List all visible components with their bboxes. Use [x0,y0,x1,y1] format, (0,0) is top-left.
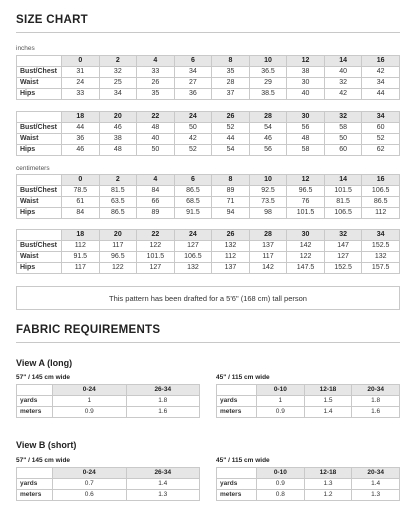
size-table [16,229,400,274]
column-header: 16 [362,56,400,67]
column-header: 0-24 [53,385,127,396]
column-header: 34 [362,230,400,241]
table-cell: 48 [137,123,175,134]
header-row [17,468,200,479]
table-row [17,78,400,89]
table-cell: 1.4 [304,407,352,418]
table-cell: 142 [287,241,325,252]
column-header: 22 [137,230,175,241]
table-cell: 68.5 [174,197,212,208]
table-cell: 127 [137,263,175,274]
column-header: 6 [174,175,212,186]
table-cell: 84 [137,186,175,197]
table-cell: 58 [324,123,362,134]
column-header: 12 [287,175,325,186]
table-cell: 86.5 [99,208,137,219]
table-cell: 112 [362,208,400,219]
table-cell: 1.8 [352,396,400,407]
table-cell: 122 [137,241,175,252]
table-row [17,396,200,407]
table-cell: 58 [287,145,325,156]
table-row [17,123,400,134]
column-header: 28 [249,230,287,241]
table-cell: 152.5 [324,263,362,274]
table-cell: 29 [249,78,287,89]
table-cell: 147.5 [287,263,325,274]
column-header: 14 [324,175,362,186]
table-cell: 62 [362,145,400,156]
column-header: 4 [137,56,175,67]
row-label: meters [17,407,53,418]
corner-cell [17,385,53,396]
table-row [217,479,400,490]
row-label: Hips [17,208,62,219]
table-cell: 117 [249,252,287,263]
table-cell: 122 [99,263,137,274]
table-cell: 54 [249,123,287,134]
table-row [17,479,200,490]
table-cell: 46 [249,134,287,145]
column-header: 20-34 [352,468,400,479]
column-header: 20-34 [352,385,400,396]
table-cell: 137 [249,241,287,252]
row-label: Waist [17,197,62,208]
fabric-width-label: 57" / 145 cm wide [16,457,71,464]
table-cell: 36.5 [249,67,287,78]
fabric-table [16,467,200,501]
table-cell: 152.5 [362,241,400,252]
fabric-width-label: 57" / 145 cm wide [16,374,71,381]
table-row [17,241,400,252]
column-header: 4 [137,175,175,186]
corner-cell [217,468,257,479]
table-cell: 106.5 [174,252,212,263]
column-header: 18 [62,112,100,123]
table-row [17,208,400,219]
table-cell: 33 [137,67,175,78]
table-cell: 106.5 [362,186,400,197]
table-cell: 78.5 [62,186,100,197]
corner-cell [17,468,53,479]
fabric-table [16,384,200,418]
header-row [17,385,200,396]
table-cell: 96.5 [287,186,325,197]
table-cell: 38.5 [249,89,287,100]
table-row [217,490,400,501]
column-header: 20 [99,230,137,241]
table-cell: 48 [99,145,137,156]
table-cell: 71 [212,197,250,208]
table-cell: 147 [324,241,362,252]
table-cell: 76 [287,197,325,208]
inches-label: inches [16,45,35,52]
table-cell: 40 [137,134,175,145]
table-cell: 1.6 [126,407,200,418]
header-row [217,385,400,396]
column-header: 0-10 [257,385,305,396]
size-chart-title: SIZE CHART [16,14,88,26]
table-cell: 127 [324,252,362,263]
header-row [17,230,400,241]
table-cell: 157.5 [362,263,400,274]
table-cell: 81.5 [324,197,362,208]
row-label: meters [17,490,53,501]
column-header: 34 [362,112,400,123]
table-cell: 0.9 [257,479,305,490]
table-cell: 52 [362,134,400,145]
table-cell: 127 [174,241,212,252]
table-row [217,396,400,407]
table-cell: 89 [212,186,250,197]
table-row [17,252,400,263]
size-table [16,55,400,100]
table-cell: 60 [324,145,362,156]
table-cell: 42 [362,67,400,78]
column-header: 6 [174,56,212,67]
view-b-title: View B (short) [16,440,77,450]
table-cell: 1.4 [126,479,200,490]
column-header: 18 [62,230,100,241]
table-cell: 25 [99,78,137,89]
table-cell: 101.5 [287,208,325,219]
table-cell: 1.2 [304,490,352,501]
table-row [17,197,400,208]
column-header: 26 [212,112,250,123]
column-header: 2 [99,56,137,67]
column-header: 28 [249,112,287,123]
table-cell: 1.8 [126,396,200,407]
column-header: 0 [62,175,100,186]
fabric-requirements-title: FABRIC REQUIREMENTS [16,324,161,336]
table-cell: 42 [174,134,212,145]
table-cell: 56 [249,145,287,156]
table-cell: 50 [174,123,212,134]
table-cell: 66 [137,197,175,208]
row-label: meters [217,407,257,418]
table-cell: 32 [324,78,362,89]
table-cell: 0.8 [257,490,305,501]
row-label: Hips [17,263,62,274]
table-cell: 91.5 [62,252,100,263]
table-cell: 112 [212,252,250,263]
corner-cell [17,112,62,123]
table-cell: 35 [212,67,250,78]
table-row [17,134,400,145]
table-cell: 122 [287,252,325,263]
table-cell: 1.4 [352,479,400,490]
table-cell: 106.5 [324,208,362,219]
table-cell: 1.5 [304,396,352,407]
table-cell: 50 [324,134,362,145]
column-header: 20 [99,112,137,123]
table-cell: 1.3 [126,490,200,501]
column-header: 26-34 [126,385,200,396]
column-header: 26-34 [126,468,200,479]
fabric-width-label: 45" / 115 cm wide [216,374,270,381]
header-row [17,112,400,123]
table-cell: 32 [99,67,137,78]
table-cell: 44 [212,134,250,145]
table-cell: 50 [137,145,175,156]
table-row [17,263,400,274]
table-cell: 35 [137,89,175,100]
column-header: 8 [212,56,250,67]
column-header: 30 [287,230,325,241]
table-cell: 34 [362,78,400,89]
table-cell: 1 [53,396,127,407]
table-cell: 34 [99,89,137,100]
table-cell: 40 [287,89,325,100]
row-label: Bust/Chest [17,67,62,78]
table-cell: 26 [137,78,175,89]
table-cell: 28 [212,78,250,89]
column-header: 32 [324,112,362,123]
row-label: Waist [17,78,62,89]
column-header: 30 [287,112,325,123]
column-header: 12-18 [304,468,352,479]
table-cell: 96.5 [99,252,137,263]
table-cell: 98 [249,208,287,219]
table-cell: 52 [212,123,250,134]
table-cell: 37 [212,89,250,100]
row-label: yards [217,479,257,490]
table-cell: 33 [62,89,100,100]
table-cell: 48 [287,134,325,145]
table-cell: 81.5 [99,186,137,197]
size-table [16,111,400,156]
table-row [17,490,200,501]
table-cell: 38 [99,134,137,145]
corner-cell [17,175,62,186]
column-header: 8 [212,175,250,186]
table-cell: 54 [212,145,250,156]
table-cell: 42 [324,89,362,100]
table-cell: 61 [62,197,100,208]
table-row [17,407,200,418]
table-cell: 44 [362,89,400,100]
column-header: 12 [287,56,325,67]
table-cell: 36 [174,89,212,100]
table-cell: 84 [62,208,100,219]
table-cell: 92.5 [249,186,287,197]
column-header: 10 [249,56,287,67]
table-cell: 142 [249,263,287,274]
row-label: meters [217,490,257,501]
size-table [16,174,400,219]
table-row [217,407,400,418]
fabric-divider [16,342,400,343]
table-cell: 40 [324,67,362,78]
table-cell: 60 [362,123,400,134]
table-cell: 112 [62,241,100,252]
column-header: 0-24 [53,468,127,479]
table-cell: 137 [212,263,250,274]
row-label: Bust/Chest [17,186,62,197]
fabric-table [216,384,400,418]
table-cell: 1.3 [304,479,352,490]
column-header: 32 [324,230,362,241]
table-cell: 0.6 [53,490,127,501]
table-cell: 1.3 [352,490,400,501]
table-cell: 91.5 [174,208,212,219]
row-label: yards [17,479,53,490]
table-cell: 86.5 [362,197,400,208]
height-note: This pattern has been drafted for a 5'6" (168 cm) tall person [16,286,400,310]
corner-cell [17,230,62,241]
column-header: 12-18 [304,385,352,396]
table-row [17,186,400,197]
row-label: Waist [17,252,62,263]
fabric-table [216,467,400,501]
table-cell: 52 [174,145,212,156]
column-header: 14 [324,56,362,67]
table-row [17,67,400,78]
corner-cell [17,56,62,67]
table-cell: 0.9 [257,407,305,418]
table-cell: 24 [62,78,100,89]
table-cell: 117 [99,241,137,252]
column-header: 2 [99,175,137,186]
corner-cell [217,385,257,396]
table-cell: 63.5 [99,197,137,208]
row-label: Bust/Chest [17,241,62,252]
table-cell: 30 [287,78,325,89]
view-a-title: View A (long) [16,358,73,368]
header-row [217,468,400,479]
row-label: yards [217,396,257,407]
fabric-width-label: 45" / 115 cm wide [216,457,270,464]
centimeters-label: centimeters [16,165,50,172]
column-header: 10 [249,175,287,186]
table-cell: 94 [212,208,250,219]
table-cell: 34 [174,67,212,78]
table-row [17,145,400,156]
table-cell: 38 [287,67,325,78]
table-cell: 89 [137,208,175,219]
column-header: 24 [174,230,212,241]
column-header: 24 [174,112,212,123]
table-cell: 101.5 [137,252,175,263]
table-cell: 27 [174,78,212,89]
table-row [17,89,400,100]
column-header: 16 [362,175,400,186]
table-cell: 46 [62,145,100,156]
table-cell: 117 [62,263,100,274]
table-cell: 1.6 [352,407,400,418]
column-header: 22 [137,112,175,123]
column-header: 0-10 [257,468,305,479]
row-label: Hips [17,89,62,100]
table-cell: 0.7 [53,479,127,490]
table-cell: 0.9 [53,407,127,418]
row-label: yards [17,396,53,407]
table-cell: 86.5 [174,186,212,197]
row-label: Hips [17,145,62,156]
table-cell: 73.5 [249,197,287,208]
header-row [17,56,400,67]
table-cell: 56 [287,123,325,134]
table-cell: 1 [257,396,305,407]
size-chart-divider [16,32,400,33]
row-label: Waist [17,134,62,145]
table-cell: 132 [212,241,250,252]
table-cell: 132 [174,263,212,274]
table-cell: 46 [99,123,137,134]
column-header: 0 [62,56,100,67]
table-cell: 31 [62,67,100,78]
table-cell: 132 [362,252,400,263]
row-label: Bust/Chest [17,123,62,134]
table-cell: 44 [62,123,100,134]
column-header: 26 [212,230,250,241]
table-cell: 36 [62,134,100,145]
header-row [17,175,400,186]
table-cell: 101.5 [324,186,362,197]
